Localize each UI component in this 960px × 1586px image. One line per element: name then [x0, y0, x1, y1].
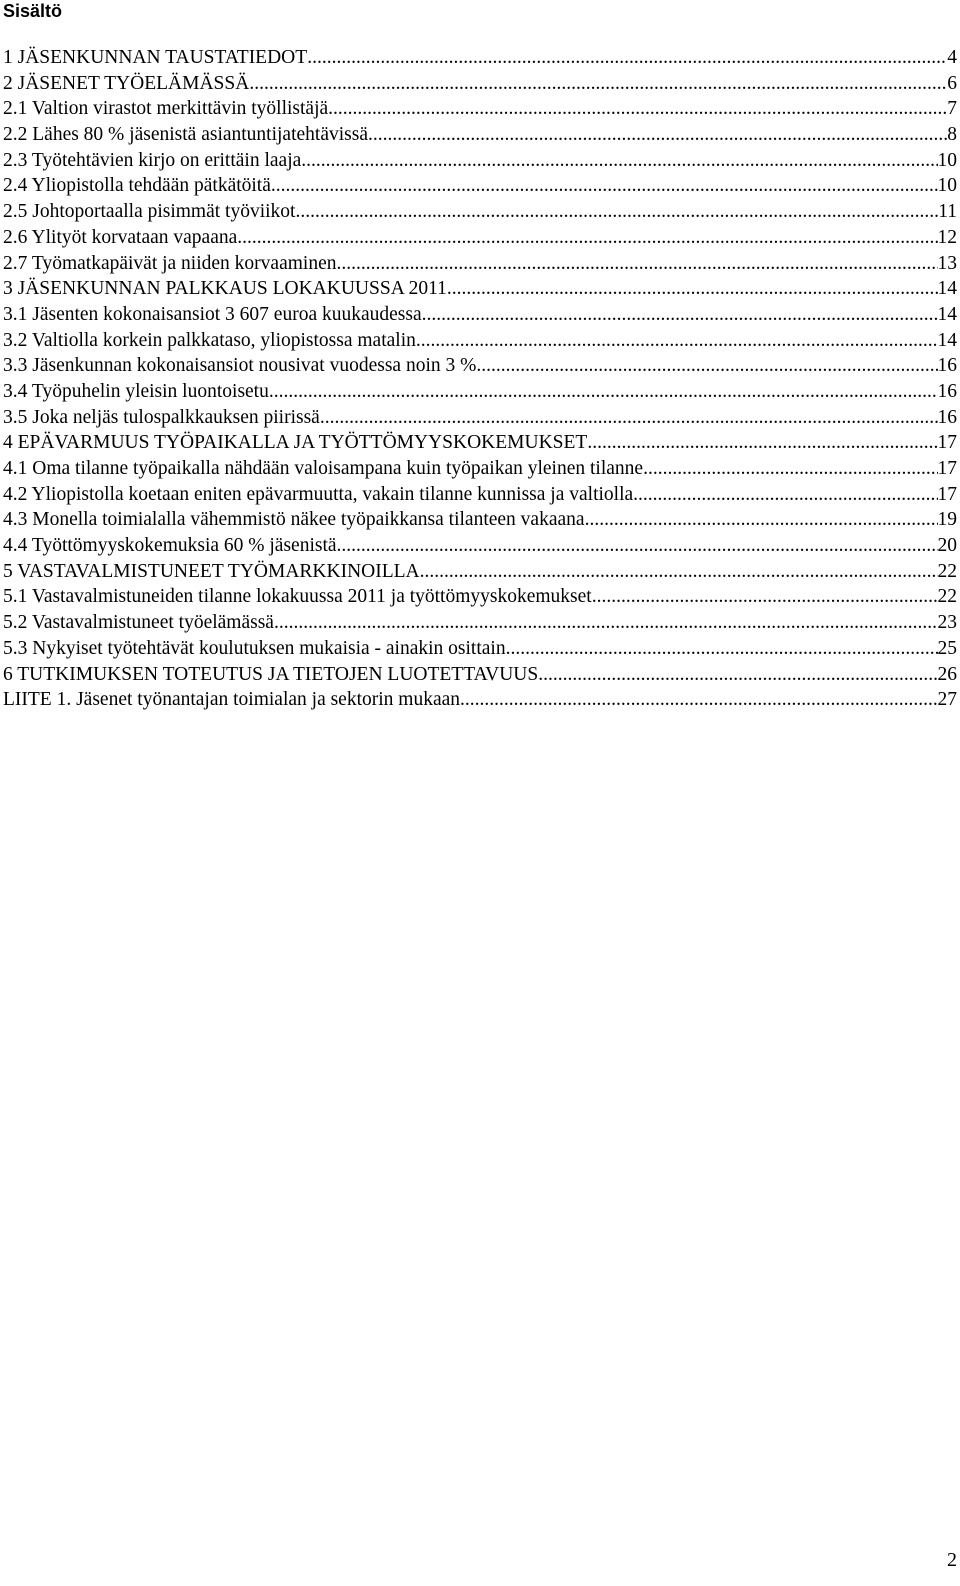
toc-leader-dots: [465, 687, 938, 713]
toc-entry-page: 16: [937, 380, 957, 402]
toc-entry-title: 3.2 Valtiolla korkein palkkataso, yliopistossa matalin: [3, 329, 416, 351]
toc-entry-title: 3.5 Joka neljäs tulospalkkauksen piirissä: [3, 406, 320, 428]
toc-entry[interactable]: [3, 328, 957, 354]
toc-entry[interactable]: [3, 405, 957, 431]
toc-entry-page: 26: [937, 663, 957, 685]
toc-leader-dots: [538, 662, 937, 688]
toc-entry-page: 22: [937, 560, 957, 582]
toc-entry-page: 7: [947, 98, 957, 120]
toc-entry-page: 8: [947, 124, 957, 146]
toc-entry-page: 14: [937, 329, 957, 351]
toc-leader-dots: [336, 251, 937, 277]
toc-entry-title: 2 JÄSENET TYÖELÄMÄSSÄ: [3, 72, 250, 94]
toc-entry-title: 5.2 Vastavalmistuneet työelämässä: [3, 612, 274, 634]
toc-entry-title: 2.5 Johtoportaalla pisimmät työviikot: [3, 201, 296, 223]
toc-entry-page: 17: [937, 483, 957, 505]
toc-entry-page: 19: [937, 509, 957, 531]
toc-leader-dots: [447, 276, 938, 302]
toc-entry[interactable]: [3, 610, 957, 636]
toc-entry-page: 16: [937, 406, 957, 428]
toc-leader-dots: [506, 636, 938, 662]
toc-entry[interactable]: [3, 302, 957, 328]
table-of-contents: [3, 45, 957, 713]
toc-entry-title: 2.1 Valtion virastot merkittävin työllistäjä: [3, 98, 329, 120]
toc-leader-dots: [420, 559, 938, 585]
toc-entry-page: 14: [937, 278, 957, 300]
toc-entry-title: 2.3 Työtehtävien kirjo on erittäin laaja: [3, 149, 302, 171]
toc-entry[interactable]: [3, 96, 957, 122]
toc-leader-dots: [328, 96, 947, 122]
toc-entry[interactable]: [3, 225, 957, 251]
toc-entry[interactable]: [3, 199, 957, 225]
toc-entry[interactable]: [3, 687, 957, 713]
toc-leader-dots: [633, 482, 937, 508]
toc-entry-page: 27: [937, 689, 957, 711]
toc-leader-dots: [237, 225, 937, 251]
toc-entry-title: 2.6 Ylityöt korvataan vapaana: [3, 226, 238, 248]
toc-entry-page: 22: [937, 586, 957, 608]
toc-entry-title: 2.4 Yliopistolla tehdään pätkätöitä: [3, 175, 271, 197]
toc-entry-page: 17: [937, 432, 957, 454]
toc-leader-dots: [368, 122, 947, 148]
toc-entry-title: 3.3 Jäsenkunnan kokonaisansiot nousivat vuodessa noin 3 %: [3, 355, 477, 377]
toc-entry-page: 16: [937, 355, 957, 377]
toc-entry-title: 6 TUTKIMUKSEN TOTEUTUS JA TIETOJEN LUOTETTAVUUS: [3, 663, 539, 685]
toc-leader-dots: [271, 173, 938, 199]
toc-leader-dots: [274, 610, 938, 636]
toc-leader-dots: [476, 353, 937, 379]
toc-entry-title: 4.2 Yliopistolla koetaan eniten epävarmuutta, vakain tilanne kunnissa ja valtiolla: [3, 483, 634, 505]
toc-entry[interactable]: [3, 430, 957, 456]
toc-entry[interactable]: [3, 507, 957, 533]
toc-entry-page: 4: [947, 47, 957, 68]
toc-entry[interactable]: [3, 456, 957, 482]
toc-leader-dots: [587, 430, 937, 456]
toc-entry[interactable]: [3, 251, 957, 277]
toc-entry[interactable]: [3, 353, 957, 379]
toc-leader-dots: [269, 379, 938, 405]
toc-entry-title: 2.7 Työmatkapäivät ja niiden korvaaminen: [3, 252, 337, 274]
toc-entry[interactable]: [3, 636, 957, 662]
toc-leader-dots: [301, 148, 937, 174]
toc-entry-title: 4.1 Oma tilanne työpaikalla nähdään valoisampana kuin työpaikan yleinen tilanne: [3, 458, 644, 479]
toc-entry[interactable]: [3, 148, 957, 174]
toc-leader-dots: [592, 584, 938, 610]
toc-leader-dots: [249, 71, 947, 97]
toc-entry-page: 6: [947, 72, 957, 94]
toc-entry[interactable]: [3, 379, 957, 405]
toc-leader-dots: [320, 405, 938, 431]
toc-heading: Sisältö: [3, 1, 63, 21]
toc-leader-dots: [422, 302, 938, 328]
toc-entry-title: 4 EPÄVARMUUS TYÖPAIKALLA JA TYÖTTÖMYYSKOKEMUKSET: [3, 432, 588, 454]
toc-entry-title: 4.3 Monella toimialalla vähemmistö näkee työpaikkansa tilanteen vakaana: [3, 509, 585, 531]
toc-entry[interactable]: [3, 482, 957, 508]
toc-entry[interactable]: [3, 71, 957, 97]
toc-entry-title: 5.1 Vastavalmistuneiden tilanne lokakuussa 2011 ja työttömyyskokemukset: [3, 586, 592, 608]
toc-leader-dots: [337, 533, 938, 559]
toc-entry-title: 5.3 Nykyiset työtehtävät koulutuksen mukaisia - ainakin osittain: [3, 637, 506, 659]
toc-leader-dots: [585, 507, 938, 533]
toc-entry-page: 17: [937, 458, 957, 479]
toc-leader-dots: [295, 199, 938, 225]
toc-entry-title: 5 VASTAVALMISTUNEET TYÖMARKKINOILLA: [3, 560, 420, 582]
toc-entry-page: 12: [937, 226, 957, 248]
toc-leader-dots: [643, 456, 937, 482]
toc-entry-title: 3.1 Jäsenten kokonaisansiot 3 607 euroa kuukaudessa: [3, 303, 422, 325]
toc-entry-page: 25: [937, 637, 957, 659]
toc-entry-page: 10: [937, 175, 957, 197]
toc-entry[interactable]: [3, 173, 957, 199]
toc-entry-page: 20: [937, 535, 957, 557]
toc-entry[interactable]: [3, 276, 957, 302]
toc-entry[interactable]: [3, 584, 957, 610]
toc-entry-page: 13: [937, 252, 957, 274]
toc-entry-page: 10: [937, 149, 957, 171]
toc-entry-title: LIITE 1. Jäsenet työnantajan toimialan ja sektorin mukaan.: [3, 689, 465, 711]
toc-entry-page: 11: [938, 201, 957, 223]
toc-entry[interactable]: [3, 559, 957, 585]
toc-entry-title: 2.2 Lähes 80 % jäsenistä asiantuntijatehtävissä: [3, 124, 368, 146]
toc-leader-dots: [307, 45, 947, 71]
page-number: 2: [947, 1549, 957, 1571]
toc-entry[interactable]: [3, 45, 957, 71]
toc-entry[interactable]: [3, 122, 957, 148]
toc-entry-title: 3 JÄSENKUNNAN PALKKAUS LOKAKUUSSA 2011: [3, 278, 447, 300]
toc-entry-page: 23: [937, 612, 957, 634]
toc-entry[interactable]: [3, 533, 957, 559]
toc-entry-title: 4.4 Työttömyyskokemuksia 60 % jäsenistä: [3, 535, 337, 557]
toc-entry-title: 1 JÄSENKUNNAN TAUSTATIEDOT: [3, 47, 308, 68]
toc-leader-dots: [416, 328, 938, 354]
toc-entry-page: 14: [937, 303, 957, 325]
toc-entry[interactable]: [3, 662, 957, 688]
toc-entry-title: 3.4 Työpuhelin yleisin luontoisetu: [3, 380, 269, 402]
